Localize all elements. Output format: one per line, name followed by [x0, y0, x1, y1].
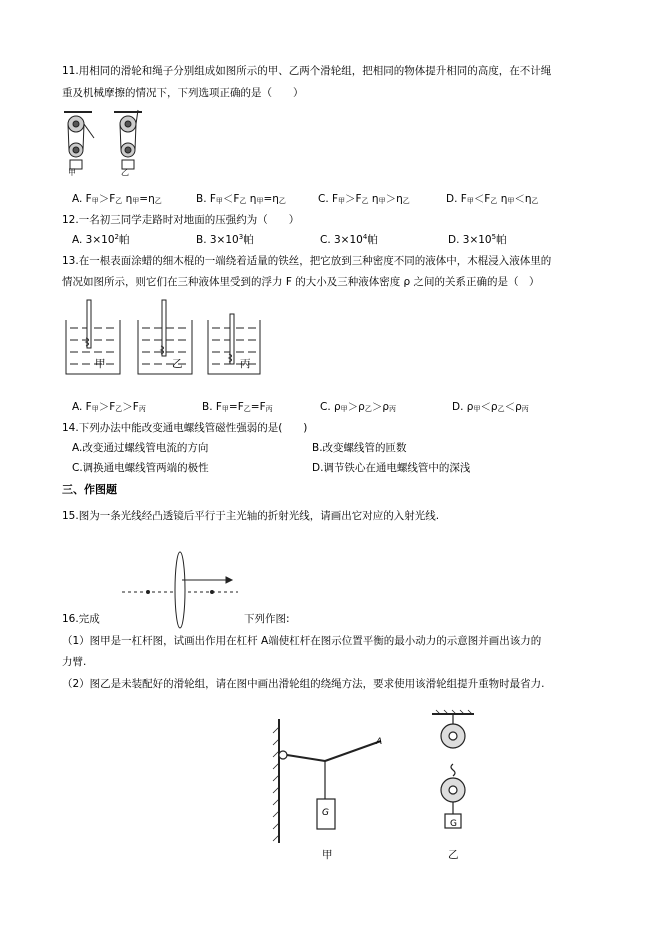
q15-stem: 15.图为一条光线经凸透镜后平行于主光轴的折射光线，请画出它对应的入射光线.	[62, 510, 440, 522]
q13-option-a: A. $F_甲>F_乙>F_丙$	[72, 401, 146, 413]
section-heading: 三、作图题	[62, 483, 117, 496]
q16-point-a: A	[376, 737, 383, 747]
q12-option-b: B. $3\times 10^3$帕	[196, 233, 254, 246]
q14-option-d: D.调节铁心在通电螺线管中的深浅	[312, 462, 471, 474]
q14-stem: 14.下列办法中能改变通电螺线管磁性强弱的是( )	[62, 422, 308, 434]
q14-option-c: C.调换通电螺线管两端的极性	[72, 462, 209, 474]
q16-stem-right: 下列作图:	[244, 613, 290, 625]
q11-stem-line1: 11.用相同的滑轮和绳子分别组成如图所示的甲、乙两个滑轮组，把相同的物体提升相同的高度，在不计绳	[62, 65, 552, 77]
q16-weight-g2: G	[450, 819, 457, 829]
q12-stem: 12.一名初三同学走路时对地面的压强约为（ ）	[62, 214, 300, 226]
q15-lens-figure	[122, 550, 238, 630]
q12-option-d: D. $3\times 10^5$帕	[448, 233, 507, 246]
q11-option-d: D. $F_甲<F_乙$ $\eta_甲<\eta_乙$	[446, 193, 539, 205]
q13-beaker-label-bing: 丙	[240, 358, 251, 370]
q16-fig-label-jia: 甲	[322, 849, 333, 861]
q11-fig-label-jia: 甲	[68, 168, 76, 177]
q13-beaker-label-yi: 乙	[172, 358, 183, 370]
q16-stem-left: 16.完成	[62, 613, 100, 625]
q12-option-a: A. $3\times 10^2$帕	[72, 233, 130, 246]
q13-stem-line1: 13.在一根表面涂蜡的细木棍的一端绕着适量的铁丝，把它放到三种密度不同的液体中，木棍浸入液体里的	[62, 255, 552, 267]
q13-option-c: C. $\rho_甲>\rho_乙>\rho_丙$	[320, 401, 397, 413]
q11-fig-label-yi: 乙	[121, 168, 129, 177]
q16-part1-line2: 力臂.	[62, 656, 87, 668]
q16-part1-line1: （1）图甲是一杠杆图，试画出作用在杠杆 A端使杠杆在图示位置平衡的最小动力的示意图并画出该力的	[62, 635, 542, 647]
q16-weight-g1: G	[322, 808, 329, 818]
q16-pulley-figure	[428, 710, 478, 832]
q13-beaker-label-jia: 甲	[95, 358, 106, 370]
q11-option-a: A. $F_甲>F_乙$ $\eta_甲=\eta_乙$	[72, 193, 162, 205]
q11-option-b: B. $F_甲<F_乙$ $\eta_甲=\eta_乙$	[196, 193, 286, 205]
q13-option-b: B. $F_甲=F_乙=F_丙$	[202, 401, 273, 413]
q13-option-d: D. $\rho_甲<\rho_乙<\rho_丙$	[452, 401, 529, 413]
q13-beaker-figure	[62, 298, 262, 378]
q16-part2: （2）图乙是未装配好的滑轮组，请在图中画出滑轮组的绕绳方法，要求使用该滑轮组提升重物时最省力.	[62, 678, 545, 690]
q14-option-b: B.改变螺线管的匝数	[312, 442, 407, 454]
q13-stem-line2: 情况如图所示，则它们在三种液体里受到的浮力 F 的大小及三种液体密度 ρ 之间的关系正确的是（ ）	[62, 276, 540, 288]
q11-option-c: C. $F_甲>F_乙$ $\eta_甲>\eta_乙$	[318, 193, 410, 205]
q14-option-a: A.改变通过螺线管电流的方向	[72, 442, 209, 454]
q11-stem-line2: 重及机械摩擦的情况下，下列选项正确的是（ ）	[62, 87, 304, 99]
q16-fig-label-yi: 乙	[448, 849, 459, 861]
q12-option-c: C. $3\times 10^4$帕	[320, 233, 378, 246]
